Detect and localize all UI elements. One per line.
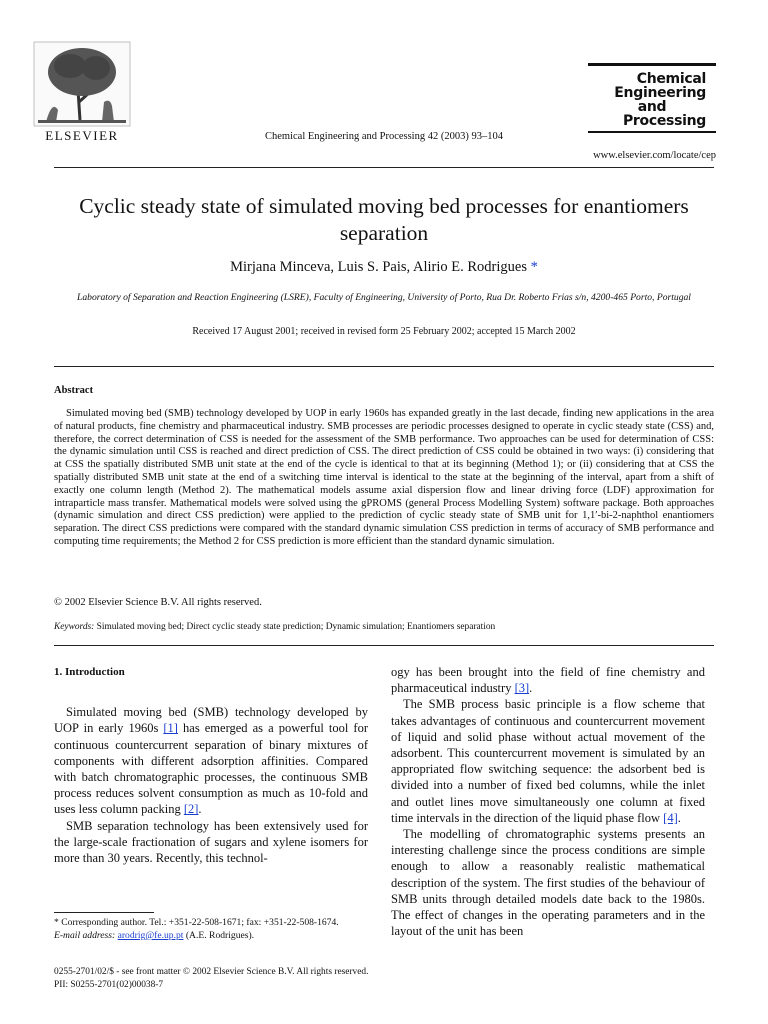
keywords-text: Simulated moving bed; Direct cyclic steady state prediction; Dynamic simulation; Enantiomers separation bbox=[96, 622, 496, 632]
journal-logo-rule-top bbox=[588, 63, 716, 66]
pii-line: PII: S0255-2701(02)00038-7 bbox=[54, 980, 164, 990]
issn-block bbox=[54, 966, 368, 992]
text-span: . bbox=[677, 810, 681, 825]
elsevier-tree-logo bbox=[32, 40, 132, 128]
abstract-text: Simulated moving bed (SMB) technology developed by UOP in early 1960s has expanded greatly in the last decade, finding new applications in the area of natural products, fine chemistry and pharmaceutical industry. SMB processes are periodic processes designed to operate in cyclic steady state (CSS) and, therefore, the correct determination of CSS is needed for the assessment of the SMB performance. Two approaches can be used for determination of CSS: the dynamic simulation until CSS is reached and direct prediction of CSS. The direct prediction of CSS could be obtained in two ways: (i) considering that at CSS the spatially distributed SMB unit state at the end of the cycle is identical to that at its beginning (Method 1); or (ii) considering that at CSS the spatially distributed SMB unit state at the end of a switching time interval is identical to the state at the beginning of the interval, apart from a shift of exactly one column length (Method 2). The mathematical models assume axial dispersion flow and linear driving force (LDF) approximation for intraparticle mass transfer. Mathematical models were solved using the gPROMS (general Process Modelling System) software package. Both approaches (dynamic simulation and direct CSS prediction) were applied to the prediction of cyclic steady state of SMB unit for 1,1′-bi-2-naphthol enantiomers separation. The direct CSS predictions were compared with the standard dynamic simulation CSS prediction in terms of accuracy of SMB performance and computing time requirements; the Method 2 for CSS prediction is more efficient than the standard dynamic simulation. bbox=[54, 408, 714, 547]
intro-paragraph-2: SMB separation technology has been extensively used for the large-scale fractionation of sugars and xylene isomers for more than 30 years. Recently, this technol- bbox=[54, 818, 368, 866]
publisher-name: ELSEVIER bbox=[45, 128, 119, 143]
footnote-divider bbox=[54, 912, 154, 913]
journal-logo-rule-bottom bbox=[588, 131, 716, 133]
text-span: ogy has been brought into the field of fine chemistry and pharmaceutical industry bbox=[391, 665, 705, 696]
author-names: Mirjana Minceva, Luis S. Pais, Alirio E. Rodrigues bbox=[230, 259, 527, 275]
intro-paragraph-4: The modelling of chromatographic systems presents an interesting challenge since the process conditions are simple enough to allow a reasonably realistic mathematical description of the system. The first studies of the behaviour of SMB units through detailed models date back to the 1980s. The effect of changes in the operating parameters and in the layout of the unit has been bbox=[391, 827, 705, 939]
email-line bbox=[54, 929, 368, 942]
journal-reference: Chemical Engineering and Processing 42 (2003) 93–104 bbox=[265, 131, 503, 142]
abstract-heading: Abstract bbox=[54, 385, 94, 396]
journal-logo-line-3: and bbox=[637, 99, 667, 115]
email-label: E-mail address: bbox=[54, 930, 116, 941]
email-suffix: (A.E. Rodrigues). bbox=[183, 930, 255, 941]
intro-paragraph-1 bbox=[54, 704, 368, 817]
right-column bbox=[391, 664, 705, 939]
corresponding-author-mark[interactable]: * bbox=[530, 259, 538, 275]
citation-link[interactable]: [1] bbox=[163, 721, 178, 736]
citation-link[interactable]: [3] bbox=[514, 681, 530, 696]
footnote bbox=[54, 916, 368, 942]
journal-logo bbox=[588, 72, 716, 128]
text-span: The SMB process basic principle is a flow scheme that takes advantages of continuous and countercurrent movement of liquid and solid phase without actual movement of the adsorbent. This countercurrent movement is simulated by an appropriated flow switching sequence: the adsorbent bed is divided into a number of fixed bed columns, while the inlet and outlet lines move simultaneously one column at fixed time intervals in the direction of the liquid phase flow bbox=[391, 697, 705, 825]
text-span: has emerged as a powerful tool for continuous countercurrent separation of binary mixtures of components with different adsorption affinities. Compared with batch chromatographic processes, the continuous SMB process reduces solvent consumption as much as 10-fold and uses less column packing bbox=[54, 721, 368, 817]
author-list bbox=[40, 259, 728, 276]
front-matter-line: 0255-2701/02/$ - see front matter © 2002 Elsevier Science B.V. All rights reserved. bbox=[54, 967, 369, 977]
title-divider bbox=[54, 366, 714, 367]
corresponding-author-note: * Corresponding author. Tel.: +351-22-508-1671; fax: +351-22-508-1674. bbox=[54, 917, 339, 928]
text-span: . bbox=[198, 802, 202, 817]
citation-link[interactable]: [2] bbox=[183, 802, 199, 817]
intro-paragraph-3 bbox=[391, 696, 705, 826]
text-span: Simulated moving bed (SMB) technology developed by UOP in early 1960s bbox=[54, 705, 368, 736]
received-dates: Received 17 August 2001; received in revised form 25 February 2002; accepted 15 March 2002 bbox=[192, 326, 576, 337]
keywords-label: Keywords: bbox=[54, 622, 95, 632]
journal-logo-line-4: Processing bbox=[622, 113, 706, 129]
left-column bbox=[54, 664, 368, 866]
section-heading-introduction: 1. Introduction bbox=[54, 666, 125, 678]
abstract-divider bbox=[54, 645, 714, 646]
article-title: Cyclic steady state of simulated moving bed processes for enantiomers separation bbox=[79, 194, 689, 245]
abstract-copyright: © 2002 Elsevier Science B.V. All rights reserved. bbox=[54, 597, 262, 608]
header-divider bbox=[54, 167, 714, 168]
email-link[interactable]: arodrig@fe.up.pt bbox=[117, 930, 184, 941]
text-span: . bbox=[529, 681, 533, 696]
citation-link[interactable]: [4] bbox=[663, 810, 678, 825]
intro-paragraph-2-cont bbox=[391, 664, 705, 696]
affiliation: Laboratory of Separation and Reaction Engineering (LSRE), Faculty of Engineering, University of Porto, Rua Dr. Roberto Frias s/n, 4200-465 Porto, Portugal bbox=[77, 292, 691, 303]
journal-logo-line-2: Engineering bbox=[614, 85, 706, 101]
keywords bbox=[54, 622, 714, 632]
journal-url[interactable]: www.elsevier.com/locate/cep bbox=[593, 150, 716, 161]
journal-logo-line-1: Chemical bbox=[636, 71, 706, 87]
